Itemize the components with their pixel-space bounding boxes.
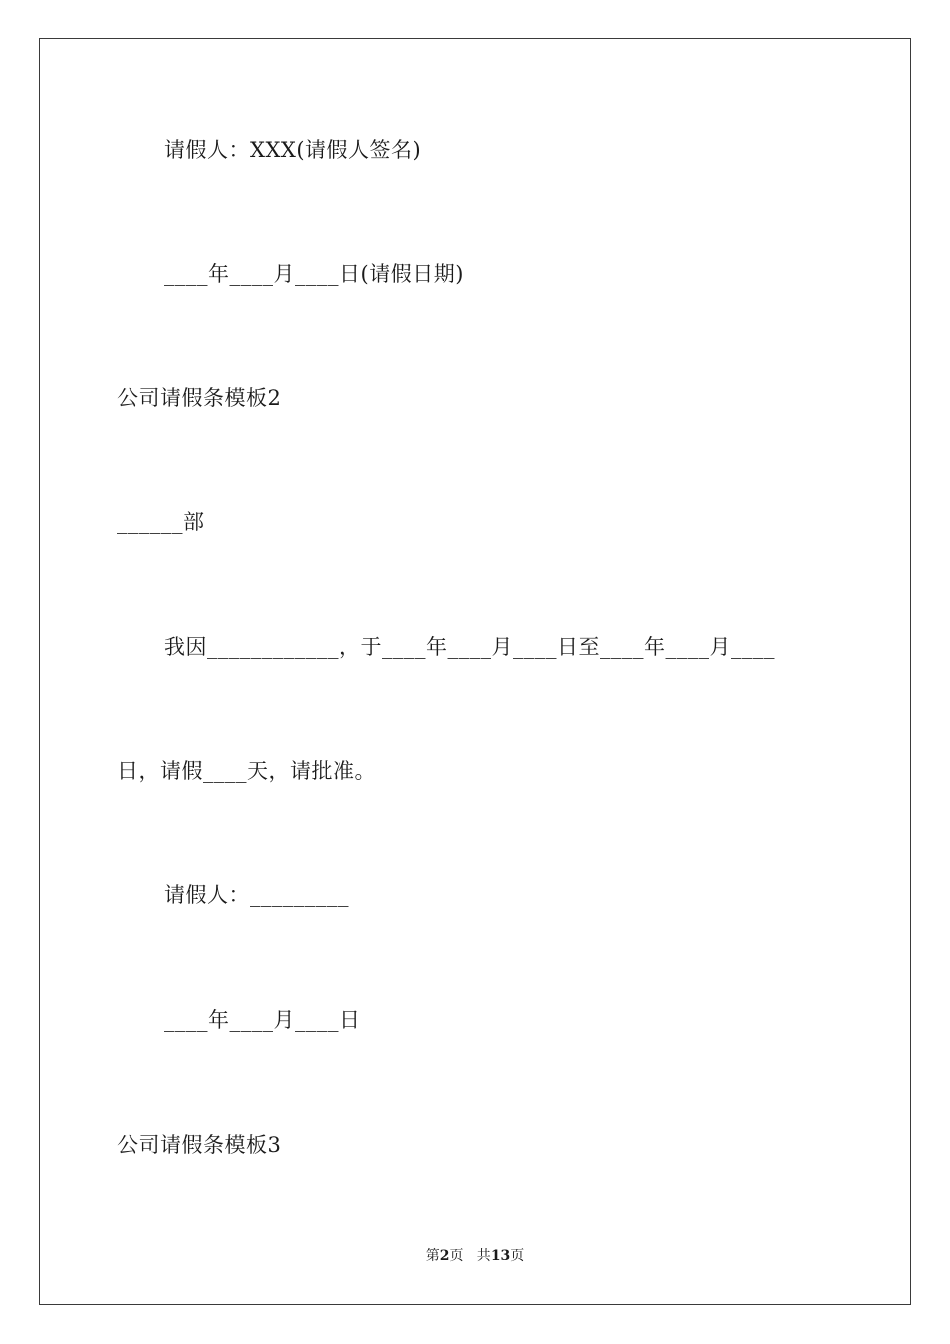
leave-date-line: ____年____月____日(请假日期) [164,262,464,286]
template-3-heading: 公司请假条模板3 [117,1133,282,1157]
applicant-signature-line: 请假人：XXX(请假人签名) [164,138,422,162]
footer-suffix: 页 [510,1248,525,1264]
applicant-line: 请假人：_________ [164,883,349,907]
footer-mid: 页 共 [449,1248,491,1264]
leave-days-line: 日，请假____天，请批准。 [117,759,376,783]
page-footer [0,1246,950,1266]
page-border [39,38,911,1305]
footer-current-page: 2 [439,1248,450,1264]
date-line: ____年____月____日 [164,1008,361,1032]
department-line: ______部 [117,510,205,534]
template-2-heading: 公司请假条模板2 [117,386,282,410]
leave-reason-line: 我因____________，于____年____月____日至____年____月____ [164,635,775,659]
footer-prefix: 第 [425,1248,440,1264]
footer-total-pages: 13 [490,1248,511,1264]
